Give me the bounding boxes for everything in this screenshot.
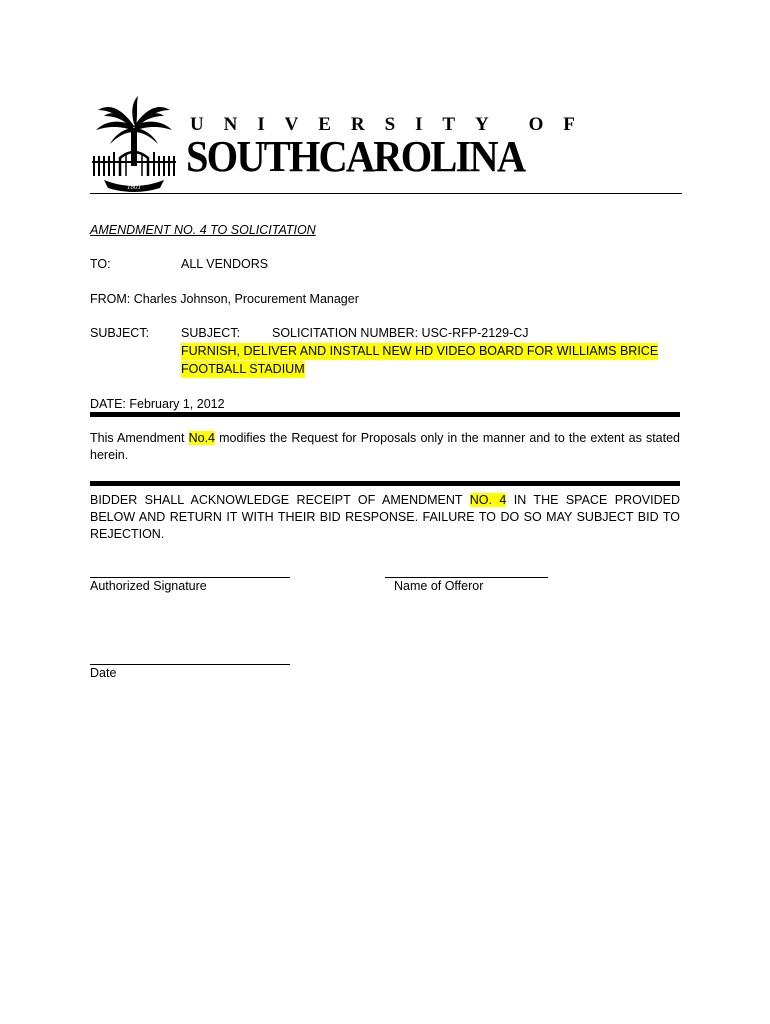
amendment-body-paragraph: [90, 430, 680, 464]
subject-description-line-2: FOOTBALL STADIUM: [181, 362, 305, 376]
subject-inner-label: SUBJECT:: [181, 326, 241, 340]
date-signature-line[interactable]: [90, 664, 290, 665]
amendment-title: AMENDMENT NO. 4 TO SOLICITATION: [90, 223, 316, 237]
amendment-number-highlight: No.4: [188, 431, 215, 445]
to-label: TO:: [90, 257, 111, 271]
subject-label: SUBJECT:: [90, 326, 150, 340]
body-text-start: This Amendment: [90, 431, 189, 445]
body-text-end: modifies the Request for Proposals only in the manner and to the extent as stated herein.: [90, 431, 680, 462]
header-divider: [90, 193, 682, 194]
section-divider-bottom: [90, 481, 680, 486]
ack-amendment-number-highlight: NO. 4: [469, 493, 507, 507]
offeror-name-label: Name of Offeror: [394, 579, 484, 593]
ack-text-start: BIDDER SHALL ACKNOWLEDGE RECEIPT OF AMENDMENT: [90, 493, 470, 507]
date-signature-label: Date: [90, 666, 117, 680]
subject-description-line-1: FURNISH, DELIVER AND INSTALL NEW HD VIDEO BOARD FOR WILLIAMS BRICE: [181, 344, 659, 358]
solicitation-number: SOLICITATION NUMBER: USC-RFP-2129-CJ: [272, 326, 529, 340]
from-line: FROM: Charles Johnson, Procurement Manager: [90, 292, 359, 306]
ack-text-end: IN THE SPACE PROVIDED BELOW AND RETURN IT WITH THEIR BID RESPONSE. FAILURE TO DO SO MAY SUBJECT BID TO REJECTION.: [90, 493, 680, 541]
svg-text:1801: 1801: [127, 183, 141, 191]
date-line: DATE: February 1, 2012: [90, 397, 225, 411]
university-of-wordmark: U N I V E R S I T Y O F: [190, 114, 575, 135]
authorized-signature-label: Authorized Signature: [90, 579, 207, 593]
acknowledgement-paragraph: [90, 492, 680, 543]
university-seal-logo: [90, 96, 178, 194]
to-value: ALL VENDORS: [181, 257, 269, 271]
south-carolina-wordmark: SOUTHCAROLINA: [186, 132, 525, 181]
section-divider-top: [90, 412, 680, 417]
